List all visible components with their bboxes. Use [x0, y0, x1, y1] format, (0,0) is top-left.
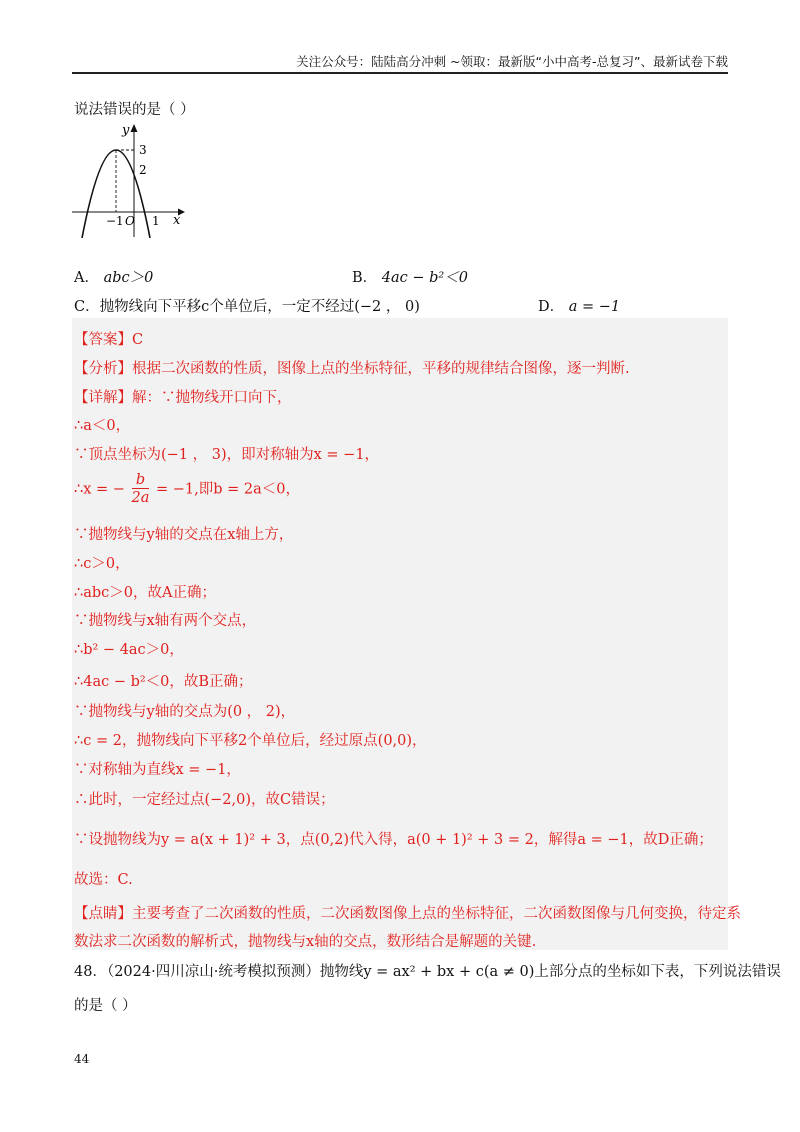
- y-axis-arrow: [131, 124, 138, 132]
- detail-line-14: ∴此时，一定经过点(−2,0)，故C错误；: [74, 792, 335, 808]
- option-b-letter: B．: [352, 270, 378, 286]
- fraction-numerator: b: [132, 472, 150, 489]
- page-number: 44: [74, 1052, 90, 1066]
- detail-line-13: ∵对称轴为直线x = −1，: [74, 762, 241, 778]
- next-question-line-2: 的是（ ）: [74, 998, 137, 1014]
- comment-line-2: 数法求二次函数的解析式，抛物线与x轴的交点，数形结合是解题的关键.: [74, 934, 537, 950]
- detail-line-11: ∵抛物线与y轴的交点为(0 ， 2)，: [74, 704, 296, 720]
- answer-value: C: [132, 332, 144, 348]
- header-rule: [72, 72, 728, 74]
- detail-line-8: ∵抛物线与x轴有两个交点，: [74, 613, 257, 629]
- detail-line-10: ∴4ac − b²＜0，故B正确；: [74, 674, 253, 690]
- tick-label-2: 2: [139, 163, 147, 177]
- detail-line-1: ∴a＜0，: [74, 418, 131, 434]
- option-a-letter: A．: [74, 270, 99, 286]
- detail-line-3: [74, 472, 300, 507]
- next-question-line-1: 48．（2024·四川凉山·统考模拟预测）抛物线y = ax² + bx + c(a ≠ 0)上部分点的坐标如下表，下列说法错误: [74, 964, 781, 980]
- solution-panel: [72, 318, 728, 950]
- option-c: C．抛物线向下平移c个单位后，一定不经过(−2 ， 0): [74, 299, 420, 315]
- x-axis-label: x: [173, 213, 181, 228]
- y-axis-label: y: [122, 123, 130, 138]
- detail-text-3a: ∴x = −: [74, 481, 125, 498]
- detail-line-16: 故选：C.: [74, 872, 133, 888]
- option-d-expr: a = −1: [568, 299, 621, 315]
- option-a-expr: abc＞0: [103, 270, 154, 286]
- option-b: [352, 266, 468, 287]
- comment-tag: 【点睛】: [74, 906, 132, 922]
- option-b-expr: 4ac − b²＜0: [381, 270, 468, 286]
- comment-text-1: 主要考查了二次函数的性质，二次函数图像上点的坐标特征，二次函数图像与几何变换，待定系: [132, 906, 741, 922]
- fraction-denominator: 2a: [131, 490, 150, 506]
- detail-text-3b: = −1,即b = 2a＜0，: [156, 481, 301, 498]
- detail-line-5: ∵抛物线与y轴的交点在x轴上方，: [74, 527, 294, 543]
- detail-text-0: 解：∵抛物线开口向下，: [132, 390, 292, 406]
- analysis-line: [74, 357, 630, 378]
- detail-line-6: ∴c＞0，: [74, 556, 130, 572]
- fraction-b-over-2a: [132, 472, 150, 507]
- detail-line-0: [74, 386, 292, 407]
- option-a: [74, 266, 153, 287]
- comment-line-1: [74, 902, 741, 923]
- detail-line-9: ∴b² − 4ac＞0，: [74, 642, 184, 658]
- page-header: 关注公众号：陆陆高分冲刺 ~领取：最新版“小中高考-总复习”、最新试卷下载: [296, 54, 728, 69]
- detail-line-15: ∵设抛物线为y = a(x + 1)² + 3，点(0,2)代入得，a(0 + 1)² + 3 = 2，解得a = −1，故D正确；: [74, 832, 713, 848]
- tick-label-1: 1: [152, 214, 160, 228]
- detail-line-2: ∵顶点坐标为(−1 ， 3)，即对称轴为x = −1，: [74, 447, 380, 463]
- origin-label: O: [125, 214, 135, 228]
- tick-label-3: 3: [139, 143, 147, 157]
- option-d: [538, 295, 620, 316]
- detail-tag: 【详解】: [74, 390, 132, 406]
- answer-tag: 【答案】: [74, 332, 132, 348]
- analysis-text: 根据二次函数的性质，图像上点的坐标特征，平移的规律结合图像，逐一判断.: [132, 361, 630, 377]
- question-stem: 说法错误的是（ ）: [74, 102, 195, 118]
- detail-line-7: ∴abc＞0，故A正确；: [74, 585, 216, 601]
- parabola-graph: [70, 122, 200, 242]
- tick-label-neg1: −1: [106, 214, 124, 228]
- analysis-tag: 【分析】: [74, 361, 132, 377]
- answer-line: [74, 328, 143, 349]
- option-d-letter: D．: [538, 299, 565, 315]
- detail-line-12: ∴c = 2，抛物线向下平移2个单位后，经过原点(0,0)，: [74, 733, 427, 749]
